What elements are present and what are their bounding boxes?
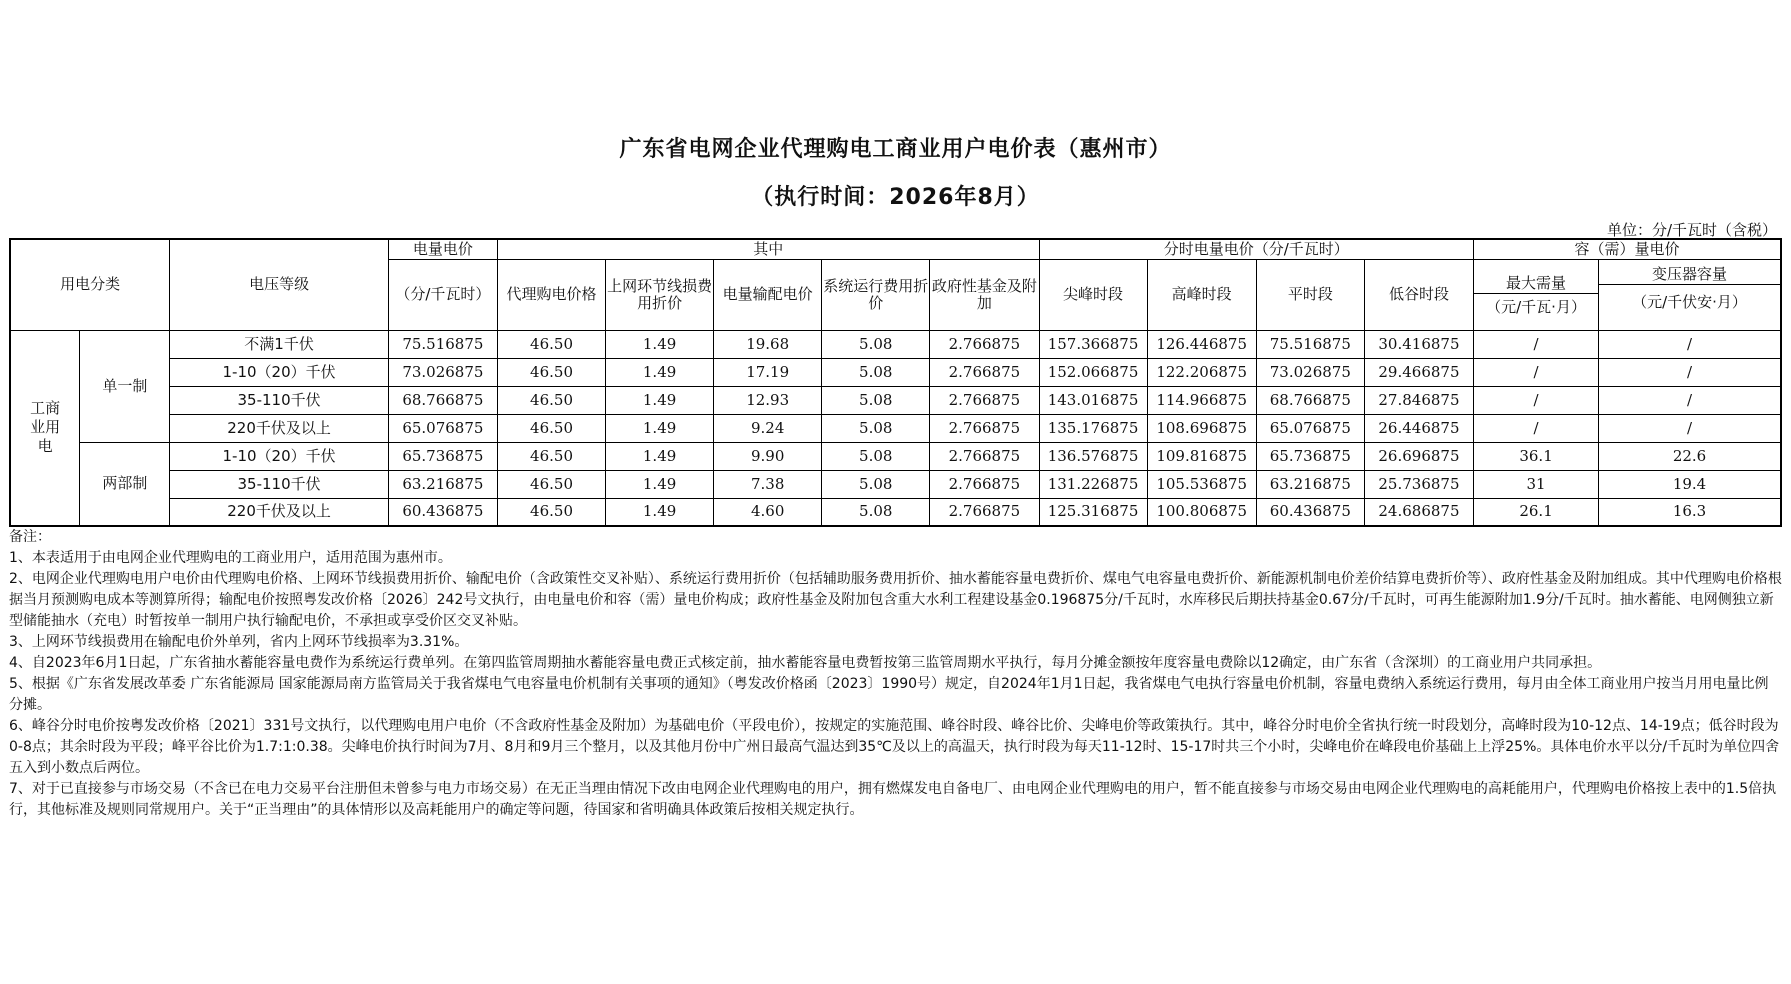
cell-gov: 2.766875 [930, 442, 1039, 470]
cell-demand: 31 [1474, 470, 1599, 498]
header-peak: 高峰时段 [1147, 259, 1256, 330]
cell-gov: 2.766875 [930, 498, 1039, 526]
cell-gov: 2.766875 [930, 330, 1039, 358]
cell-agent: 46.50 [497, 358, 605, 386]
notes-heading: 备注： [9, 529, 51, 545]
cell-agent: 46.50 [497, 330, 605, 358]
cell-system: 5.08 [822, 470, 930, 498]
group-category-label: 工商业用电 [30, 399, 61, 456]
cell-sharp: 135.176875 [1039, 414, 1147, 442]
cell-sharp: 125.316875 [1039, 498, 1147, 526]
cell-valley: 30.416875 [1364, 330, 1473, 358]
cell-gov: 2.766875 [930, 414, 1039, 442]
cell-energy: 73.026875 [388, 358, 497, 386]
cell-flat: 63.216875 [1256, 470, 1364, 498]
cell-transformer: / [1599, 414, 1781, 442]
cell-transformer: / [1599, 386, 1781, 414]
cell-demand: / [1474, 358, 1599, 386]
cell-agent: 46.50 [497, 442, 605, 470]
table-row [10, 470, 1781, 498]
cell-transformer: 22.6 [1599, 442, 1781, 470]
cell-transmission: 19.68 [714, 330, 822, 358]
header-flat: 平时段 [1256, 259, 1364, 330]
table-row [10, 386, 1781, 414]
cell-gov: 2.766875 [930, 386, 1039, 414]
page-subtitle: （执行时间：2026年8月） [751, 185, 1040, 210]
note-item: 2、电网企业代理购电用户电价由代理购电价格、上网环节线损费用折价、输配电价（含政策性交叉补贴）、系统运行费用折价（包括辅助服务费用折价、抽水蓄能容量电费折价、煤电气电容量电费折价、新能源机制电价差价结算电费折价等）、政府性基金及附加组成。其中代理购电价格根据当月预测购电成本等测算所得；输配电价按照粤发改价格〔2026〕242号文执行，由电量电价和容（需）量电价构成；政府性基金及附加包含重大水利工程建设基金0.196875分/千瓦时，水库移民后期扶持基金0.67分/千瓦时，可再生能源附加1.9分/千瓦时。抽水蓄能、电网侧独立新型储能抽水（充电）时暂按单一制用户执行输配电价，不承担或享受价区交叉补贴。 [9, 571, 1782, 629]
cell-flat: 60.436875 [1256, 498, 1364, 526]
header-agent-price: 代理购电价格 [497, 259, 605, 330]
cell-transmission: 12.93 [714, 386, 822, 414]
cell-demand: 26.1 [1474, 498, 1599, 526]
cell-loss: 1.49 [606, 498, 714, 526]
cell-energy: 65.076875 [388, 414, 497, 442]
cell-sharp: 136.576875 [1039, 442, 1147, 470]
table-row [10, 330, 1781, 358]
cell-loss: 1.49 [606, 358, 714, 386]
cell-valley: 26.446875 [1364, 414, 1473, 442]
notes-section [9, 527, 1782, 821]
cell-loss: 1.49 [606, 386, 714, 414]
cell-sharp: 157.366875 [1039, 330, 1147, 358]
cell-energy: 60.436875 [388, 498, 497, 526]
header-transformer-unit: （元/千伏安·月） [1632, 293, 1747, 311]
cell-gov: 2.766875 [930, 358, 1039, 386]
cell-energy: 63.216875 [388, 470, 497, 498]
header-transformer [1599, 259, 1781, 330]
cell-transmission: 17.19 [714, 358, 822, 386]
cell-voltage: 35-110千伏 [170, 470, 388, 498]
cell-transformer: / [1599, 330, 1781, 358]
cell-peak: 126.446875 [1147, 330, 1256, 358]
cell-agent: 46.50 [497, 470, 605, 498]
cell-transmission: 9.24 [714, 414, 822, 442]
cell-loss: 1.49 [606, 470, 714, 498]
header-max-demand [1474, 259, 1599, 330]
cell-demand: 36.1 [1474, 442, 1599, 470]
cell-voltage: 不满1千伏 [170, 330, 388, 358]
cell-system: 5.08 [822, 414, 930, 442]
cell-system: 5.08 [822, 386, 930, 414]
cell-flat: 65.736875 [1256, 442, 1364, 470]
header-energy-price: 电量电价 [388, 239, 497, 259]
cell-transmission: 4.60 [714, 498, 822, 526]
header-max-demand-unit: （元/千瓦·月） [1486, 298, 1586, 316]
cell-valley: 27.846875 [1364, 386, 1473, 414]
cell-demand: / [1474, 330, 1599, 358]
cell-agent: 46.50 [497, 414, 605, 442]
cell-peak: 109.816875 [1147, 442, 1256, 470]
header-sharp: 尖峰时段 [1039, 259, 1147, 330]
note-item: 7、对于已直接参与市场交易（不含已在电力交易平台注册但未曾参与电力市场交易）在无正当理由情况下改由电网企业代理购电的用户，拥有燃煤发电自备电厂、由电网企业代理购电的用户，暂不能直接参与市场交易由电网企业代理购电的高耗能用户，代理购电价格按上表中的1.5倍执行，其他标准及规则同常规用户。关于“正当理由”的具体情形以及高耗能用户的确定等问题，待国家和省明确具体政策后按相关规定执行。 [9, 781, 1777, 818]
cell-sharp: 131.226875 [1039, 470, 1147, 498]
cell-voltage: 220千伏及以上 [170, 414, 388, 442]
cell-transformer: 19.4 [1599, 470, 1781, 498]
cell-system: 5.08 [822, 330, 930, 358]
cell-system: 5.08 [822, 498, 930, 526]
cell-demand: / [1474, 414, 1599, 442]
cell-transformer: / [1599, 358, 1781, 386]
cell-transmission: 7.38 [714, 470, 822, 498]
cell-system: 5.08 [822, 358, 930, 386]
cell-sharp: 152.066875 [1039, 358, 1147, 386]
header-capacity: 容（需）量电价 [1474, 239, 1781, 259]
group-single: 单一制 [80, 330, 170, 442]
cell-valley: 26.696875 [1364, 442, 1473, 470]
cell-peak: 100.806875 [1147, 498, 1256, 526]
header-category: 用电分类 [10, 239, 170, 330]
cell-agent: 46.50 [497, 386, 605, 414]
group-category [10, 330, 80, 526]
cell-flat: 73.026875 [1256, 358, 1364, 386]
cell-peak: 108.696875 [1147, 414, 1256, 442]
cell-voltage: 220千伏及以上 [170, 498, 388, 526]
header-max-demand-title: 最大需量 [1474, 273, 1598, 294]
table-row [10, 358, 1781, 386]
cell-sharp: 143.016875 [1039, 386, 1147, 414]
cell-voltage: 1-10（20）千伏 [170, 358, 388, 386]
table-row [10, 442, 1781, 470]
cell-valley: 29.466875 [1364, 358, 1473, 386]
note-item: 6、峰谷分时电价按粤发改价格〔2021〕331号文执行，以代理购电用户电价（不含政府性基金及附加）为基础电价（平段电价），按规定的实施范围、峰谷时段、峰谷比价、尖峰电价等政策执行。其中，峰谷分时电价全省执行统一时段划分，高峰时段为10-12点、14-19点；低谷时段为0-8点；其余时段为平段；峰平谷比价为1.7:1:0.38。尖峰电价执行时间为7月、8月和9月三个整月，以及其他月份中广州日最高气温达到35℃及以上的高温天，执行时段为每天11-12时、15-17时共三个小时，尖峰电价在峰段电价基础上上浮25%。具体电价水平以分/千瓦时为单位四舍五入到小数点后两位。 [9, 718, 1780, 776]
header-transformer-title: 变压器容量 [1599, 264, 1780, 285]
header-voltage: 电压等级 [170, 239, 388, 330]
header-among: 其中 [497, 239, 1039, 259]
header-system-cost: 系统运行费用折价 [822, 259, 930, 330]
cell-peak: 122.206875 [1147, 358, 1256, 386]
table-row [10, 498, 1781, 526]
note-item: 3、上网环节线损费用在输配电价外单列，省内上网环节线损率为3.31%。 [9, 634, 469, 650]
note-item: 5、根据《广东省发展改革委 广东省能源局 国家能源局南方监管局关于我省煤电气电容量电价机制有关事项的通知》（粤发改价格函〔2023〕1990号）规定，自2024年1月1日起，我省煤电气电执行容量电价机制，容量电费纳入系统运行费用，每月由全体工商业用户按当月用电量比例分摊。 [9, 676, 1769, 713]
cell-voltage: 1-10（20）千伏 [170, 442, 388, 470]
cell-transformer: 16.3 [1599, 498, 1781, 526]
cell-energy: 65.736875 [388, 442, 497, 470]
cell-energy: 75.516875 [388, 330, 497, 358]
cell-peak: 114.966875 [1147, 386, 1256, 414]
note-item: 4、自2023年6月1日起，广东省抽水蓄能容量电费作为系统运行费单列。在第四监管周期抽水蓄能容量电费正式核定前，抽水蓄能容量电费暂按第三监管周期水平执行，每月分摊金额按年度容量电费除以12确定，由广东省（含深圳）的工商业用户共同承担。 [9, 655, 1602, 671]
page-title: 广东省电网企业代理购电工商业用户电价表（惠州市） [619, 137, 1172, 162]
cell-loss: 1.49 [606, 442, 714, 470]
cell-loss: 1.49 [606, 414, 714, 442]
unit-label: 单位：分/千瓦时（含税） [1606, 221, 1777, 239]
header-transmission: 电量输配电价 [714, 259, 822, 330]
header-valley: 低谷时段 [1364, 259, 1473, 330]
price-table [9, 238, 1782, 527]
cell-energy: 68.766875 [388, 386, 497, 414]
header-energy-price-unit: （分/千瓦时） [388, 259, 497, 330]
cell-valley: 25.736875 [1364, 470, 1473, 498]
group-two-part: 两部制 [80, 442, 170, 526]
cell-valley: 24.686875 [1364, 498, 1473, 526]
table-row [10, 414, 1781, 442]
header-tou: 分时电量电价（分/千瓦时） [1039, 239, 1474, 259]
cell-flat: 75.516875 [1256, 330, 1364, 358]
header-line-loss: 上网环节线损费用折价 [606, 259, 714, 330]
cell-flat: 65.076875 [1256, 414, 1364, 442]
note-item: 1、本表适用于由电网企业代理购电的工商业用户，适用范围为惠州市。 [9, 550, 452, 566]
header-gov-fund: 政府性基金及附加 [930, 259, 1039, 330]
cell-voltage: 35-110千伏 [170, 386, 388, 414]
cell-flat: 68.766875 [1256, 386, 1364, 414]
cell-transmission: 9.90 [714, 442, 822, 470]
cell-system: 5.08 [822, 442, 930, 470]
cell-loss: 1.49 [606, 330, 714, 358]
cell-gov: 2.766875 [930, 470, 1039, 498]
cell-demand: / [1474, 386, 1599, 414]
cell-peak: 105.536875 [1147, 470, 1256, 498]
cell-agent: 46.50 [497, 498, 605, 526]
